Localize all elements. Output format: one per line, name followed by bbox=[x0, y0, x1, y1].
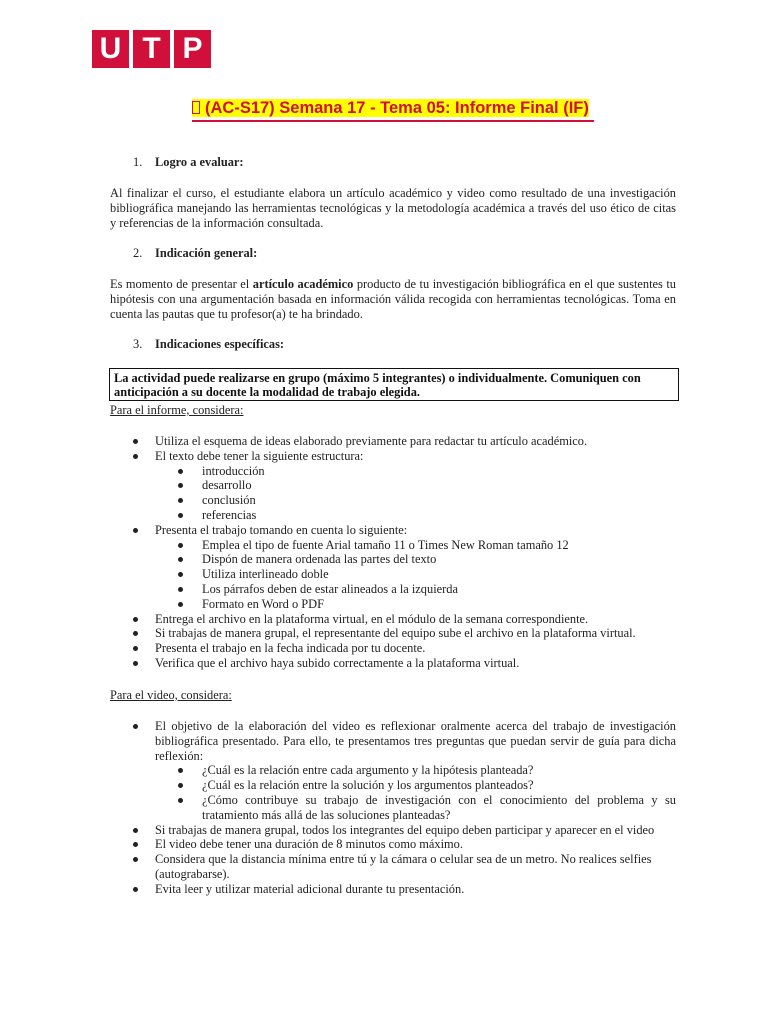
section-2-title: Indicación general: bbox=[155, 246, 258, 260]
list-item-text: El objetivo de la elaboración del video es reflexionar oralmente acerca del trabajo de investigación bibliográfica presentado. Para ello, te presentamos tres preguntas que puedan servir de guía para dicha reflexión: bbox=[155, 719, 676, 763]
list-item: Considera que la distancia mínima entre tú y la cámara o celular sea de un metro. No realices selfies (autograbarse). bbox=[110, 852, 676, 882]
list-item: El video debe tener una duración de 8 minutos como máximo. bbox=[110, 837, 676, 852]
sub-list-item: Los párrafos deben de estar alineados a la izquierda bbox=[155, 582, 676, 597]
sub-list-item: ¿Cómo contribuye su trabajo de investigación con el conocimiento del problema y su tratamiento más allá de las soluciones planteadas? bbox=[155, 793, 676, 823]
video-label: Para el video, considera: bbox=[110, 688, 232, 702]
section-2-text-start: Es momento de presentar el bbox=[110, 277, 253, 291]
section-3-title: Indicaciones específicas: bbox=[155, 337, 285, 351]
list-item bbox=[110, 449, 676, 523]
list-item bbox=[110, 523, 676, 612]
list-item: Si trabajas de manera grupal, el representante del equipo sube el archivo en la plataforma virtual. bbox=[110, 626, 676, 641]
sub-list-item: conclusión bbox=[155, 493, 676, 508]
sub-list-item: Formato en Word o PDF bbox=[155, 597, 676, 612]
sub-list-item: ¿Cuál es la relación entre cada argumento y la hipótesis planteada? bbox=[155, 763, 676, 778]
list-item-text: El texto debe tener la siguiente estructura: bbox=[155, 448, 364, 463]
list-item-text: Presenta el trabajo tomando en cuenta lo siguiente: bbox=[155, 522, 408, 537]
video-list bbox=[110, 719, 676, 897]
informe-list bbox=[110, 434, 676, 671]
sub-list-item: referencias bbox=[155, 508, 676, 523]
sub-list-item: ¿Cuál es la relación entre la solución y los argumentos planteados? bbox=[155, 778, 676, 793]
title-area bbox=[192, 98, 594, 122]
section-2-number: 2. bbox=[133, 246, 143, 260]
list-item: Evita leer y utilizar material adicional durante tu presentación. bbox=[110, 882, 676, 897]
sub-list-item: Emplea el tipo de fuente Arial tamaño 11 o Times New Roman tamaño 12 bbox=[155, 538, 676, 553]
missing-glyph-icon bbox=[192, 101, 200, 114]
sub-list-item: desarrollo bbox=[155, 478, 676, 493]
section-1-heading bbox=[133, 155, 244, 170]
section-2-text-end: producto de tu investigación bibliográfica en el que sustentes tu hipótesis con una argumentación basada en información válida recogida con herramientas tecnológicas. Toma en cuenta las pautas que tu profesor(a) te ha brindado. bbox=[110, 277, 676, 321]
video-list-container bbox=[110, 719, 676, 897]
utp-logo bbox=[92, 30, 211, 68]
sub-list-item: Utiliza interlineado doble bbox=[155, 567, 676, 582]
structure-sublist bbox=[155, 464, 676, 523]
list-item bbox=[110, 719, 676, 823]
notice-box: La actividad puede realizarse en grupo (máximo 5 integrantes) o individualmente. Comuniquen con anticipación a su docente la modalidad de trabajo elegida. bbox=[109, 368, 679, 401]
section-2-paragraph bbox=[110, 277, 676, 322]
questions-sublist bbox=[155, 763, 676, 822]
section-3-number: 3. bbox=[133, 337, 143, 351]
format-sublist bbox=[155, 538, 676, 612]
informe-list-container bbox=[110, 434, 676, 671]
sub-list-item: introducción bbox=[155, 464, 676, 479]
logo-letter-u: U bbox=[92, 30, 129, 68]
sub-list-item: Dispón de manera ordenada las partes del texto bbox=[155, 552, 676, 567]
section-1-number: 1. bbox=[133, 155, 143, 169]
list-item: Presenta el trabajo en la fecha indicada por tu docente. bbox=[110, 641, 676, 656]
page-title-highlight bbox=[192, 99, 589, 117]
list-item: Utiliza el esquema de ideas elaborado previamente para redactar tu artículo académico. bbox=[110, 434, 676, 449]
list-item: Si trabajas de manera grupal, todos los integrantes del equipo deben participar y aparecer en el video bbox=[110, 823, 676, 838]
section-2-text-bold: artículo académico bbox=[252, 277, 354, 291]
section-3-heading bbox=[133, 337, 284, 352]
section-1-title: Logro a evaluar: bbox=[155, 155, 244, 169]
list-item: Entrega el archivo en la plataforma virtual, en el módulo de la semana correspondiente. bbox=[110, 612, 676, 627]
section-1-paragraph: Al finalizar el curso, el estudiante elabora un artículo académico y video como resultado de una investigación bibliográfica manejando las herramientas tecnológicas y la metodología académica a través del uso ético de citas y referencias de la información consultada. bbox=[110, 186, 676, 230]
section-2-heading bbox=[133, 246, 257, 261]
informe-label: Para el informe, considera: bbox=[110, 403, 244, 417]
logo-letter-p: P bbox=[174, 30, 211, 68]
logo-letter-t: T bbox=[133, 30, 170, 68]
list-item: Verifica que el archivo haya subido correctamente a la plataforma virtual. bbox=[110, 656, 676, 671]
page-title: (AC-S17) Semana 17 - Tema 05: Informe Final (IF) bbox=[205, 99, 589, 117]
